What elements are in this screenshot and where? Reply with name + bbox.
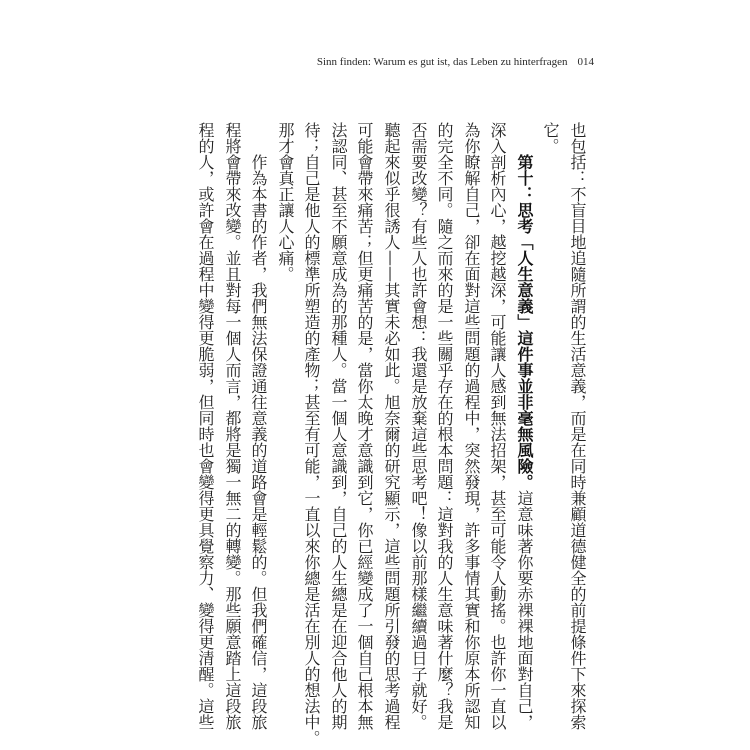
text-column-7: 否需要改變？有些人也許會想：我還是放棄這些思考吧！像以前那樣繼續過日子就好。 (409, 122, 428, 730)
text-column-3-body: 這意味著你要赤裸裸地面對自己， (515, 490, 534, 730)
text-column-9: 可能會帶來痛苦；但更痛苦的是，當你太晚才意識到它，你已經變成了一個自己根本無 (355, 122, 374, 730)
section-heading: 第十：思考「人生意義」這件事並非毫無風險。 (515, 154, 534, 490)
text-column-14: 程將會帶來改變。並且對每一個人而言，都將是獨一無二的轉變。那些願意踏上這段旅 (223, 122, 242, 730)
running-header-title: Sinn finden: Warum es gut ist, das Leben zu hinterfragen (316, 56, 568, 68)
text-column-13: 作為本書的作者，我們無法保證通往意義的道路會是輕鬆的。但我們確信，這段旅 (249, 154, 268, 730)
text-column-4: 深入剖析內心，越挖越深，可能讓人感到無法招架，甚至可能令人動搖。也許你一直以 (488, 122, 507, 730)
text-column-10: 法認同、甚至不願意成為的那種人。當一個人意識到，自己的人生總是在迎合他人的期 (329, 122, 348, 730)
text-column-11: 待；自己是他人的標準所塑造的產物；甚至有可能，一直以來你總是活在別人的想法中。 (302, 122, 321, 746)
text-column-15: 程的人，或許會在過程中變得更脆弱，但同時也會變得更具覺察力、變得更清醒。這些 (196, 122, 215, 730)
text-column-12: 那才會真正讓人心痛。 (276, 122, 295, 282)
text-column-6: 的完全不同。隨之而來的是一些關乎存在的根本問題：這對我的人生意味著什麼？我是 (435, 122, 454, 730)
running-header (317, 55, 594, 69)
text-column-1: 也包括：不盲目地追隨所謂的生活意義，而是在同時兼顧道德健全的前提條件下來探索 (568, 122, 587, 730)
text-column-3 (513, 122, 535, 730)
text-column-8: 聽起來似乎很誘人——其實未必如此。旭奈爾的研究顯示，這些問題所引發的思考過程 (382, 122, 401, 730)
text-column-2: 它。 (541, 122, 560, 154)
page-number: 014 (577, 56, 594, 68)
text-column-5: 為你瞭解自己，卻在面對這些問題的過程中，突然發現，許多事情其實和你原本所認知 (462, 122, 481, 730)
